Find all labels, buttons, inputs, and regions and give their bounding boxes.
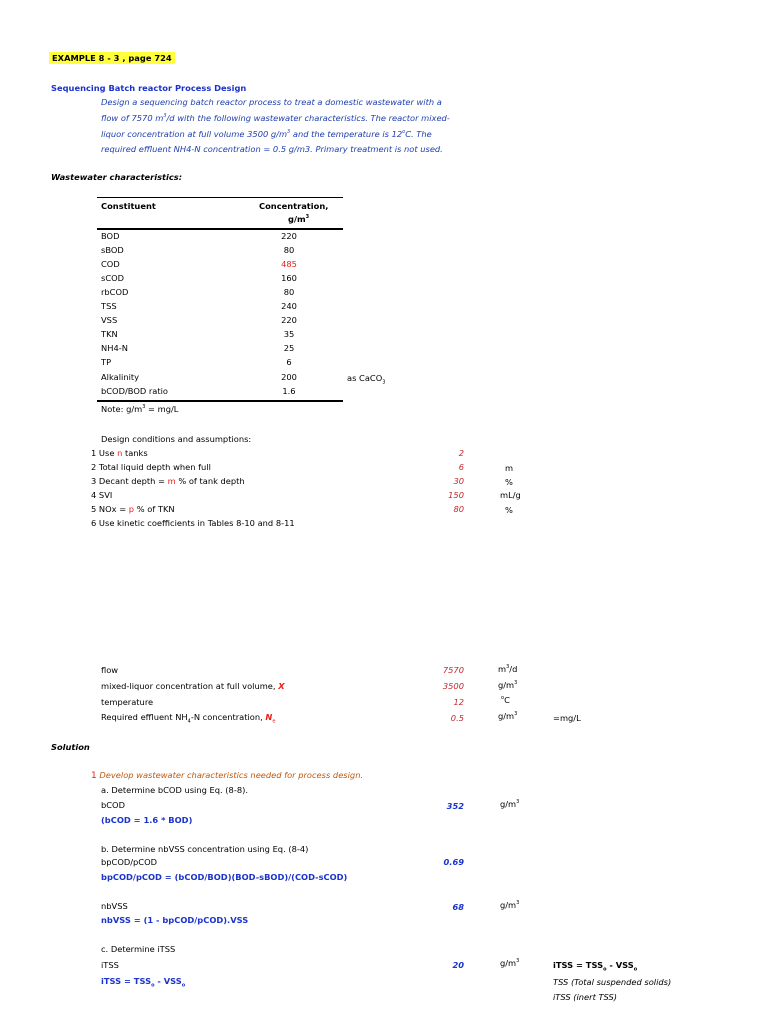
section-title: Sequencing Batch reactor Process Design	[51, 83, 247, 93]
tss-note: TSS (Total suspended solids)	[553, 977, 672, 987]
design-heading: Design conditions and assumptions:	[101, 434, 252, 444]
design-item: 4 SVI	[91, 490, 113, 500]
temperature-unit: $^o$C	[501, 695, 510, 705]
table-header-rule	[97, 228, 343, 230]
table-note: Note: $g/m^3 = mg/L$	[101, 404, 179, 414]
table-row: sCOD 160	[101, 273, 297, 283]
itss-label: iTSS	[101, 960, 119, 970]
design-value: 150	[448, 490, 464, 500]
design-item: 5 NOx = p % of TKN	[91, 504, 175, 514]
col-concentration: Concentration,	[259, 201, 329, 211]
table-row: TP 6	[101, 357, 292, 367]
design-value: 30	[453, 476, 464, 486]
table-row: Alkalinity 200	[101, 372, 297, 382]
wastewater-label: Wastewater characteristics:	[51, 172, 183, 182]
table-row: rbCOD 80	[101, 287, 295, 297]
design-value: 80	[453, 504, 464, 514]
design-item: 2 Total liquid depth when full	[91, 462, 211, 472]
bcod-formula: (bCOD = 1.6 * BOD)	[101, 815, 193, 825]
bcod-value: 352	[446, 801, 464, 811]
design-value: 2	[458, 448, 464, 458]
nh4-label: Required effluent $NH_4-N$ concentration, $N_e$	[101, 712, 276, 725]
flow-unit: $m^3/d$	[498, 664, 518, 674]
example-title: EXAMPLE 8 - 3 , page 724	[49, 52, 175, 64]
intro-line-1: Design a sequencing batch reactor process to treat a domestic wastewater with a	[101, 97, 442, 107]
step-a-text: a. Determine bCOD using Eq. (8-8).	[101, 785, 248, 795]
itss-note: iTSS (inert TSS)	[553, 992, 617, 1002]
temperature-label: temperature	[101, 697, 154, 707]
nbvss-unit: $g/m^3$	[500, 900, 520, 910]
nbvss-label: nbVSS	[101, 901, 128, 911]
bpcod-formula: bpCOD/pCOD = (bCOD/BOD)(BOD-sBOD)/(COD-sCOD)	[101, 872, 348, 882]
nh4-unit: $g/m^3$	[498, 711, 518, 721]
design-value: 6	[458, 462, 464, 472]
table-row: COD 485	[101, 259, 297, 269]
col-concentration-unit: $g/m^3$	[288, 214, 310, 224]
temperature-value: 12	[453, 697, 464, 707]
mlss-label: mixed-liquor concentration at full volume, X	[101, 681, 285, 691]
design-item: 6 Use kinetic coefficients in Tables 8-10 and 8-11	[91, 518, 295, 528]
design-unit: %	[505, 505, 513, 515]
table-bottom-rule	[97, 400, 343, 402]
alkalinity-unit: as CaCO$_3$	[347, 373, 386, 386]
step-b-text: b. Determine nbVSS concentration using Eq. (8-4)	[101, 844, 309, 854]
table-row: NH4-N 25	[101, 343, 295, 353]
solution-label: Solution	[51, 742, 90, 752]
bcod-unit: $g/m^3$	[500, 799, 520, 809]
bcod-label: bCOD	[101, 800, 125, 810]
mlss-unit: $g/m^3$	[498, 680, 518, 690]
nbvss-value: 68	[452, 902, 464, 912]
table-row: TKN 35	[101, 329, 295, 339]
table-row: sBOD 80	[101, 245, 295, 255]
design-unit: mL/g	[500, 490, 521, 500]
mlss-value: 3500	[442, 681, 464, 691]
itss-unit: $g/m^3$	[500, 958, 520, 968]
step-c-text: c. Determine iTSS	[101, 944, 176, 954]
table-row: bCOD/BOD ratio 1.6	[101, 386, 296, 396]
bpcod-value: 0.69	[443, 857, 464, 867]
nh4-note: =mg/L	[553, 713, 581, 723]
intro-line-2: flow of 7570 $m^3/d$ with the following wastewater characteristics. The reactor mixed-	[101, 113, 450, 123]
intro-line-3: liquor concentration at full volume 3500 $g/m^3$ and the temperature is 12$^o$C. The	[101, 129, 432, 139]
bpcod-label: bpCOD/pCOD	[101, 857, 158, 867]
design-unit: m	[505, 463, 514, 473]
flow-label: flow	[101, 665, 119, 675]
design-item: 3 Decant depth = m % of tank depth	[91, 476, 245, 486]
design-item: 1 Use n tanks	[91, 448, 148, 458]
table-row: BOD 220	[101, 231, 297, 241]
nbvss-formula: nbVSS = (1 - bpCOD/pCOD).VSS	[101, 915, 249, 925]
design-unit: %	[505, 477, 513, 487]
col-constituent: Constituent	[101, 201, 156, 211]
table-row: TSS 240	[101, 301, 297, 311]
table-top-rule	[97, 197, 343, 198]
itss-note-formula: iTSS = $TSS_o - VSS_o$	[553, 960, 638, 973]
itss-value: 20	[452, 960, 464, 970]
nh4-value: 0.5	[450, 713, 464, 723]
step-1-heading: 1 Develop wastewater characteristics needed for process design.	[91, 770, 364, 781]
flow-value: 7570	[442, 665, 464, 675]
table-row: VSS 220	[101, 315, 297, 325]
intro-line-4: required effluent NH4-N concentration = 0.5 g/m3. Primary treatment is not used.	[101, 144, 443, 154]
itss-formula: iTSS = $TSS_o - VSS_o$	[101, 976, 186, 989]
